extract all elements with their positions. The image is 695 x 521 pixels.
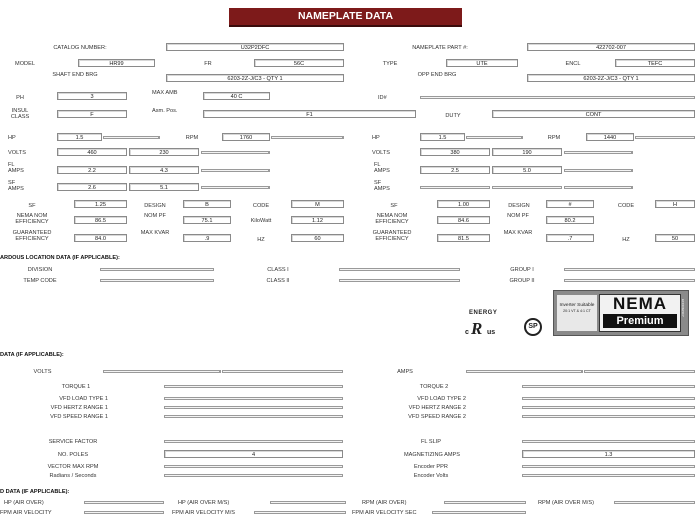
flslip-field[interactable] [522, 440, 695, 443]
premium-text: Premium [603, 314, 677, 328]
load2-field[interactable] [522, 397, 695, 400]
ul-c-text: c [465, 329, 469, 336]
ph-field[interactable]: 3 [57, 92, 127, 100]
hp-over-field[interactable] [84, 501, 164, 504]
load2-label: VFD LOAD TYPE 2 [417, 396, 466, 402]
rpm-over-field[interactable] [444, 501, 526, 504]
rpm-label-right: RPM [547, 135, 561, 141]
guar-field-right[interactable]: 81.5 [437, 234, 490, 242]
vfd-amps-field2[interactable] [584, 370, 695, 373]
shaft-label: SHAFT END BRG [52, 72, 98, 78]
sf-label-right: SF [390, 203, 398, 209]
torque1-field[interactable] [164, 385, 343, 388]
nompf-field-left[interactable]: 75.1 [183, 216, 231, 224]
hp-label-right: HP [372, 135, 380, 141]
nema-side-text: EFFICIENCY [681, 299, 685, 317]
division-label: DIVISION [27, 267, 53, 273]
volts-label-right: VOLTS [372, 150, 390, 156]
class1-field[interactable] [339, 268, 460, 271]
fr-label: FR [204, 61, 212, 67]
tempcode-field[interactable] [100, 279, 214, 282]
volts-label-left: VOLTS [8, 150, 26, 156]
speed2-field[interactable] [522, 415, 695, 418]
sfa2-field-left[interactable]: 5.1 [129, 183, 199, 191]
asm-label: Asm. Pos. [152, 108, 178, 114]
fpm-vel-field[interactable] [84, 511, 164, 514]
ul-mark-icon: R [471, 319, 483, 338]
hp-aux-right[interactable] [466, 136, 522, 139]
type-field[interactable]: UTE [446, 59, 518, 67]
part-field[interactable]: 422702-007 [527, 43, 695, 51]
hp-field-left[interactable]: 1.5 [57, 133, 102, 141]
encl-label: ENCL [565, 61, 581, 67]
hp-label-left: HP [8, 135, 16, 141]
vfd-volts-field2[interactable] [222, 370, 343, 373]
inverter-title: Inverter Suitable [559, 303, 595, 308]
rpm-label-left: RPM [185, 135, 199, 141]
fl-label-left: FL AMPS [8, 162, 24, 175]
tempcode-label: TEMP CODE [23, 278, 57, 284]
sfa2-field-right[interactable] [492, 186, 562, 189]
fpm-vel-sec-field[interactable] [432, 511, 526, 514]
speed1-field[interactable] [164, 415, 343, 418]
sf-label-left: SF [28, 203, 36, 209]
division-field[interactable] [100, 268, 214, 271]
nompf-label-left: NOM PF [144, 213, 166, 219]
hazardous-heading: ARDOUS LOCATION DATA (IF APPLICABLE): [0, 255, 120, 261]
hertz1-field[interactable] [164, 406, 343, 409]
rpm-aux-left[interactable] [271, 136, 343, 139]
flslip-label: FL SLIP [420, 439, 441, 445]
sf-field-left[interactable]: 1.25 [74, 200, 127, 208]
vecmax-field[interactable] [164, 465, 343, 468]
hp-over-label: HP (AIR OVER) [4, 500, 44, 506]
asm-field[interactable]: F1 [203, 110, 416, 118]
design-label-left: DESIGN [144, 203, 166, 209]
vfd-heading: DATA (IF APPLICABLE): [0, 352, 64, 358]
vfd-amps-field1[interactable] [466, 370, 582, 373]
speed1-label: VFD SPEED RANGE 1 [50, 414, 108, 420]
code-field-right[interactable]: H [655, 200, 695, 208]
volts3-field-right[interactable] [564, 151, 632, 154]
nema-label-left: NEMA NOM EFFICIENCY [15, 213, 49, 226]
kvar-field-right[interactable]: .7 [546, 234, 594, 242]
sfa-label-right: SF AMPS [374, 180, 390, 193]
design-label-right: DESIGN [508, 203, 530, 209]
nema-field-left[interactable]: 86.5 [74, 216, 127, 224]
csa-logo-icon [524, 318, 542, 336]
vfd-volts-field1[interactable] [103, 370, 220, 373]
encl-field[interactable]: TEFC [615, 59, 695, 67]
hp-over-ms-label: HP (AIR OVER M/S) [178, 500, 230, 506]
catalog-field[interactable]: U32P2DFC [166, 43, 344, 51]
volts1-field-right[interactable]: 380 [420, 148, 490, 156]
sfa3-field-right[interactable] [564, 186, 632, 189]
kvar-label-left: MAX KVAR [140, 230, 170, 236]
vfd-volts-label: VOLTS [33, 369, 52, 375]
hp-aux-left[interactable] [103, 136, 159, 139]
maxamb-label: MAX AMB [152, 90, 178, 96]
group1-label: GROUP I [510, 267, 534, 273]
sfa1-field-left[interactable]: 2.6 [57, 183, 127, 191]
class1-label: CLASS I [267, 267, 289, 273]
type-label: TYPE [382, 61, 398, 67]
nema-text: NEMA [612, 294, 668, 313]
kvar-field-left[interactable]: .9 [183, 234, 231, 242]
magnetizing-label: MAGNETIZING AMPS [404, 452, 460, 458]
kvar-label-right: MAX KVAR [503, 230, 533, 236]
torque1-label: TORQUE 1 [61, 384, 91, 390]
duty-field[interactable]: CONT [492, 110, 695, 118]
hz-label-left: HZ [257, 237, 265, 243]
rpm-field-left[interactable]: 1760 [222, 133, 270, 141]
group2-field[interactable] [564, 279, 695, 282]
model-label: MODEL [15, 61, 35, 67]
fpm-vel-sec-label: FPM AIR VELOCITY SEC [352, 510, 417, 516]
design-field-left[interactable]: B [183, 200, 231, 208]
opp-field[interactable]: 6203-2Z-J/C3 - QTY 1 [527, 74, 695, 82]
volts2-field-left[interactable]: 230 [129, 148, 199, 156]
group2-label: GROUP II [509, 278, 535, 284]
nema-logo [599, 294, 681, 332]
poles-field[interactable]: 4 [164, 450, 343, 458]
vfd-amps-label: AMPS [397, 369, 413, 375]
id-label: ID# [378, 95, 387, 101]
ul-us-text: us [487, 329, 496, 336]
opp-label: OPP END BRG [417, 72, 457, 78]
rpm-over-ms-label: RPM (AIR OVER M/S) [538, 500, 594, 506]
fpm-vel-ms-field[interactable] [254, 511, 346, 514]
rpm-over-ms-field[interactable] [614, 501, 695, 504]
hz-field-right[interactable]: 50 [655, 234, 695, 242]
fl2-field-right[interactable]: 5.0 [492, 166, 562, 174]
nema-premium-badge [553, 290, 689, 336]
air-heading: D DATA (IF APPLICABLE): [0, 489, 70, 495]
nema-label-right: NEMA NOM EFFICIENCY [375, 213, 409, 226]
nompf-field-right[interactable]: 80.2 [546, 216, 594, 224]
fl1-field-left[interactable]: 2.2 [57, 166, 127, 174]
hp-field-right[interactable]: 1.5 [420, 133, 465, 141]
service-factor-label: SERVICE FACTOR [48, 439, 98, 445]
model-field[interactable]: HR99 [78, 59, 155, 67]
inverter-box [557, 295, 597, 331]
guar-field-left[interactable]: 84.0 [74, 234, 127, 242]
guar-label-right: GUARANTEED EFFICIENCY [372, 230, 412, 243]
volts1-field-left[interactable]: 460 [57, 148, 127, 156]
hz-field-left[interactable]: 60 [291, 234, 344, 242]
sfa-label-left: SF AMPS [8, 180, 24, 193]
group1-field[interactable] [564, 268, 695, 271]
fl3-field-right[interactable] [564, 169, 632, 172]
class2-label: CLASS II [266, 278, 290, 284]
fl-label-right: FL AMPS [374, 162, 390, 175]
encvolts-label: Encoder Volts [413, 473, 449, 479]
fl1-field-right[interactable]: 2.5 [420, 166, 490, 174]
energy-text: ENERGY [469, 310, 498, 316]
sfa1-field-right[interactable] [420, 186, 490, 189]
load1-label: VFD LOAD TYPE 1 [59, 396, 108, 402]
code-field-left[interactable]: M [291, 200, 344, 208]
volts2-field-right[interactable]: 190 [492, 148, 562, 156]
design-field-right[interactable]: # [546, 200, 594, 208]
insul-label: INSUL CLASS [10, 108, 30, 121]
ph-label: PH [16, 95, 24, 101]
hertz2-label: VFD HERTZ RANGE 2 [408, 405, 466, 411]
kw-field-left[interactable]: 1.12 [291, 216, 344, 224]
shaft-field[interactable]: 6203-2Z-J/C3 - QTY 1 [166, 74, 344, 82]
radians-label: Radians / Seconds [49, 473, 97, 479]
fl2-field-left[interactable]: 4.3 [129, 166, 199, 174]
code-label-right: CODE [617, 203, 635, 209]
rpm-field-right[interactable]: 1440 [586, 133, 634, 141]
fl3-field-left[interactable] [201, 169, 269, 172]
id-field[interactable] [420, 96, 695, 99]
maxamb-field[interactable]: 40 C [203, 92, 270, 100]
ppr-field[interactable] [522, 465, 695, 468]
sf-field-right[interactable]: 1.00 [437, 200, 490, 208]
nema-field-right[interactable]: 84.6 [437, 216, 490, 224]
encvolts-field[interactable] [522, 474, 695, 477]
hp-over-ms-field[interactable] [270, 501, 346, 504]
ul-logo [465, 318, 501, 340]
speed2-label: VFD SPEED RANGE 2 [408, 414, 466, 420]
service-factor-field[interactable] [164, 440, 343, 443]
part-label: NAMEPLATE PART #: [412, 45, 468, 51]
fr-field[interactable]: 56C [254, 59, 344, 67]
hertz2-field[interactable] [522, 406, 695, 409]
kw-label-left: KiloWatt [250, 218, 272, 224]
volts3-field-left[interactable] [201, 151, 269, 154]
nompf-label-right: NOM PF [507, 213, 529, 219]
fpm-vel-label: FPM AIR VELOCITY [0, 510, 52, 516]
fpm-vel-ms-label: FPM AIR VELOCITY M/S [172, 510, 235, 516]
radians-field[interactable] [164, 474, 343, 477]
code-label-left: CODE [252, 203, 270, 209]
load1-field[interactable] [164, 397, 343, 400]
magnetizing-field[interactable]: 1.3 [522, 450, 695, 458]
class2-field[interactable] [339, 279, 460, 282]
csa-text: SP [528, 323, 538, 330]
rpm-aux-right[interactable] [635, 136, 695, 139]
duty-label: DUTY [445, 113, 461, 119]
torque2-label: TORQUE 2 [419, 384, 449, 390]
guar-label-left: GUARANTEED EFFICIENCY [12, 230, 52, 243]
rpm-over-label: RPM (AIR OVER) [362, 500, 407, 506]
insul-field[interactable]: F [57, 110, 127, 118]
page-title: NAMEPLATE DATA [229, 8, 462, 27]
ppr-label: Encoder PPR [414, 464, 448, 470]
hz-label-right: HZ [622, 237, 630, 243]
sfa3-field-left[interactable] [201, 186, 269, 189]
inverter-ratio: 20:1 VT & 4:1 CT [563, 309, 591, 313]
torque2-field[interactable] [522, 385, 695, 388]
hertz1-label: VFD HERTZ RANGE 1 [50, 405, 108, 411]
catalog-label: CATALOG NUMBER: [53, 45, 107, 51]
vecmax-label: VECTOR MAX RPM [47, 464, 99, 470]
poles-label: NO. POLES [57, 452, 89, 458]
